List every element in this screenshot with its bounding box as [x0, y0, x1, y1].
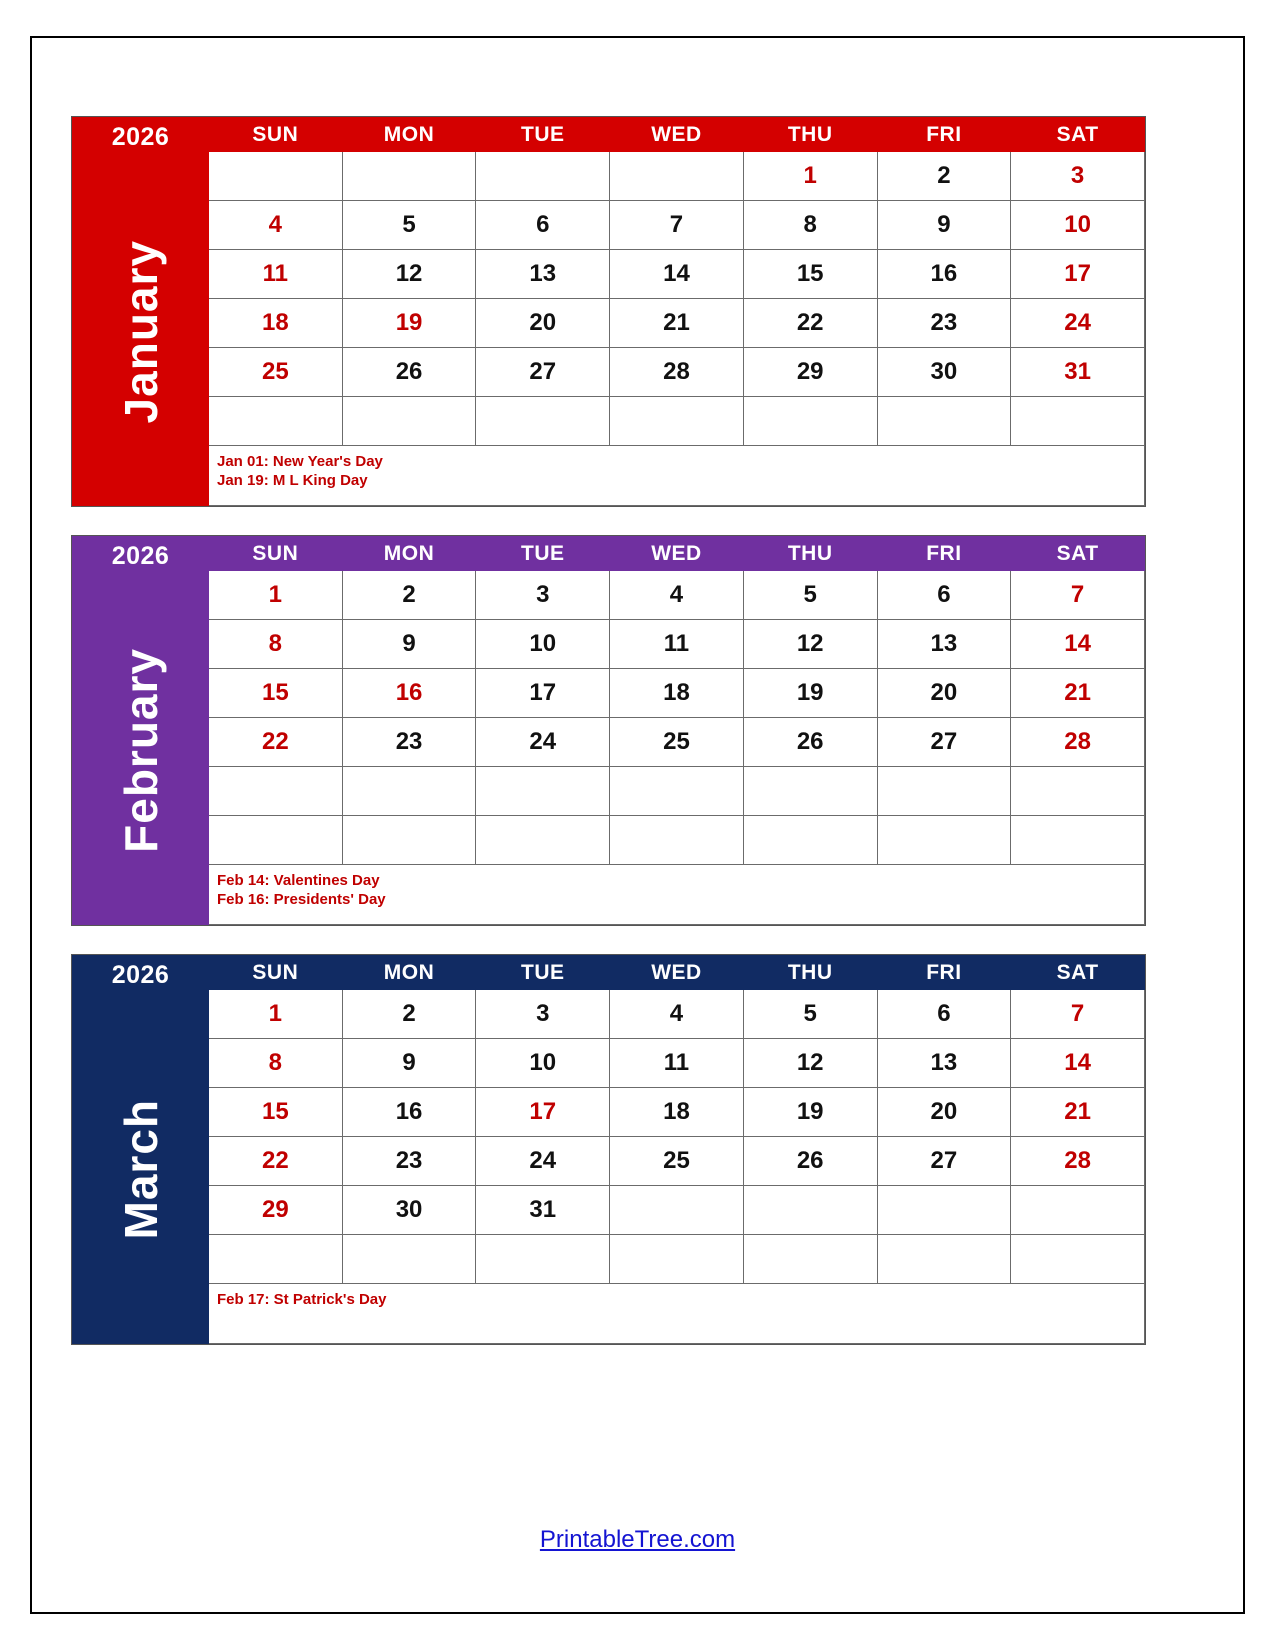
day-cell[interactable]	[610, 767, 744, 816]
day-cell[interactable]: 27	[877, 718, 1011, 767]
week-row	[73, 1235, 1145, 1284]
weekday-header-tue: TUE	[476, 118, 610, 152]
day-cell[interactable]: 26	[342, 348, 476, 397]
day-cell[interactable]	[610, 816, 744, 865]
weekday-header-thu: THU	[743, 537, 877, 571]
day-cell[interactable]	[877, 397, 1011, 446]
day-cell[interactable]: 16	[342, 669, 476, 718]
week-row	[73, 1039, 1145, 1088]
month-notes	[209, 865, 1145, 925]
day-cell[interactable]: 2	[877, 152, 1011, 201]
day-cell[interactable]: 1	[743, 152, 877, 201]
day-cell[interactable]: 31	[1011, 348, 1145, 397]
day-cell[interactable]: 19	[342, 299, 476, 348]
year-label: 2026	[111, 123, 170, 151]
week-row	[73, 669, 1145, 718]
day-cell[interactable]: 14	[610, 250, 744, 299]
holiday-note: Feb 14: Valentines Day	[217, 872, 380, 889]
day-cell[interactable]: 3	[476, 571, 610, 620]
day-cell[interactable]: 16	[342, 1088, 476, 1137]
day-cell[interactable]: 30	[342, 1186, 476, 1235]
weekday-header-thu: THU	[743, 956, 877, 990]
day-cell[interactable]: 23	[342, 718, 476, 767]
day-cell[interactable]: 14	[1011, 1039, 1145, 1088]
week-row	[73, 767, 1145, 816]
week-row	[73, 718, 1145, 767]
day-cell[interactable]: 11	[610, 620, 744, 669]
day-cell[interactable]: 27	[877, 1137, 1011, 1186]
day-cell[interactable]	[209, 397, 343, 446]
day-cell[interactable]	[877, 816, 1011, 865]
holiday-note: Feb 17: St Patrick's Day	[217, 1291, 387, 1308]
day-cell[interactable]	[342, 152, 476, 201]
day-cell[interactable]: 10	[476, 1039, 610, 1088]
day-cell[interactable]: 21	[610, 299, 744, 348]
week-row	[73, 250, 1145, 299]
day-cell[interactable]: 6	[877, 990, 1011, 1039]
day-cell[interactable]: 17	[1011, 250, 1145, 299]
day-cell[interactable]: 11	[610, 1039, 744, 1088]
holiday-note: Jan 01: New Year's Day	[217, 453, 383, 470]
day-cell[interactable]	[342, 397, 476, 446]
calendar-page	[30, 36, 1245, 1614]
day-cell[interactable]: 6	[476, 201, 610, 250]
day-cell[interactable]	[877, 1186, 1011, 1235]
day-cell[interactable]: 5	[743, 990, 877, 1039]
month-table-march	[72, 955, 1145, 1344]
month-name: February	[114, 648, 167, 853]
day-cell[interactable]: 27	[476, 348, 610, 397]
day-cell[interactable]: 21	[1011, 1088, 1145, 1137]
weekday-header-sat: SAT	[1011, 956, 1145, 990]
month-table-january	[72, 117, 1145, 506]
day-cell[interactable]: 17	[476, 1088, 610, 1137]
day-cell[interactable]: 7	[1011, 990, 1145, 1039]
day-cell[interactable]	[476, 816, 610, 865]
year-label: 2026	[111, 542, 170, 570]
weekday-header-wed: WED	[610, 956, 744, 990]
day-cell[interactable]	[209, 152, 343, 201]
day-cell[interactable]: 9	[342, 620, 476, 669]
day-cell[interactable]: 26	[743, 718, 877, 767]
day-cell[interactable]: 22	[209, 718, 343, 767]
day-cell[interactable]: 7	[610, 201, 744, 250]
day-cell[interactable]: 12	[342, 250, 476, 299]
day-cell[interactable]: 10	[476, 620, 610, 669]
month-name: January	[114, 239, 167, 424]
day-cell[interactable]	[476, 152, 610, 201]
weekday-header-sun: SUN	[209, 537, 343, 571]
day-cell[interactable]	[743, 816, 877, 865]
weekday-header-mon: MON	[342, 956, 476, 990]
day-cell[interactable]	[1011, 816, 1145, 865]
day-cell[interactable]: 8	[209, 620, 343, 669]
day-cell[interactable]: 18	[610, 1088, 744, 1137]
day-cell[interactable]: 13	[877, 1039, 1011, 1088]
week-row	[73, 571, 1145, 620]
day-cell[interactable]	[743, 1235, 877, 1284]
day-cell[interactable]: 12	[743, 1039, 877, 1088]
day-cell[interactable]: 2	[342, 571, 476, 620]
day-cell[interactable]: 20	[877, 669, 1011, 718]
month-name: March	[114, 1099, 167, 1240]
week-row	[73, 348, 1145, 397]
day-cell[interactable]: 6	[877, 571, 1011, 620]
weekday-header-fri: FRI	[877, 537, 1011, 571]
day-cell[interactable]: 7	[1011, 571, 1145, 620]
day-cell[interactable]	[342, 816, 476, 865]
day-cell[interactable]: 3	[1011, 152, 1145, 201]
day-cell[interactable]: 15	[743, 250, 877, 299]
day-cell[interactable]	[610, 152, 744, 201]
day-cell[interactable]	[610, 397, 744, 446]
day-cell[interactable]: 9	[877, 201, 1011, 250]
weekday-header-mon: MON	[342, 118, 476, 152]
day-cell[interactable]: 8	[743, 201, 877, 250]
day-cell[interactable]	[209, 1235, 343, 1284]
day-cell[interactable]: 18	[610, 669, 744, 718]
day-cell[interactable]: 28	[610, 348, 744, 397]
day-cell[interactable]: 28	[1011, 1137, 1145, 1186]
day-cell[interactable]: 25	[610, 1137, 744, 1186]
year-label: 2026	[111, 961, 170, 989]
day-cell[interactable]: 10	[1011, 201, 1145, 250]
month-notes	[209, 1284, 1145, 1344]
week-row	[73, 152, 1145, 201]
week-row	[73, 816, 1145, 865]
month-block-january	[71, 116, 1146, 507]
day-cell[interactable]	[1011, 1235, 1145, 1284]
weekday-header-sun: SUN	[209, 956, 343, 990]
weekday-header-wed: WED	[610, 537, 744, 571]
week-row	[73, 620, 1145, 669]
week-row	[73, 299, 1145, 348]
day-cell[interactable]: 13	[877, 620, 1011, 669]
day-cell[interactable]	[743, 767, 877, 816]
holiday-note: Feb 16: Presidents' Day	[217, 891, 386, 909]
weekday-header-fri: FRI	[877, 118, 1011, 152]
day-cell[interactable]: 5	[743, 571, 877, 620]
day-cell[interactable]: 5	[342, 201, 476, 250]
day-cell[interactable]: 8	[209, 1039, 343, 1088]
day-cell[interactable]: 26	[743, 1137, 877, 1186]
day-cell[interactable]: 1	[209, 571, 343, 620]
week-row	[73, 990, 1145, 1039]
day-cell[interactable]	[476, 767, 610, 816]
day-cell[interactable]: 28	[1011, 718, 1145, 767]
holiday-note: Jan 19: M L King Day	[217, 472, 368, 490]
day-cell[interactable]: 15	[209, 669, 343, 718]
day-cell[interactable]: 3	[476, 990, 610, 1039]
week-row	[73, 1088, 1145, 1137]
month-notes	[209, 446, 1145, 506]
day-cell[interactable]	[877, 767, 1011, 816]
day-cell[interactable]	[1011, 1186, 1145, 1235]
day-cell[interactable]	[476, 397, 610, 446]
week-row	[73, 397, 1145, 446]
day-cell[interactable]	[1011, 767, 1145, 816]
day-cell[interactable]: 24	[476, 1137, 610, 1186]
day-cell[interactable]	[476, 1235, 610, 1284]
day-cell[interactable]	[743, 397, 877, 446]
month-spine	[73, 956, 209, 1344]
day-cell[interactable]: 24	[1011, 299, 1145, 348]
weekday-header-sun: SUN	[209, 118, 343, 152]
day-cell[interactable]	[877, 1235, 1011, 1284]
day-cell[interactable]: 1	[209, 990, 343, 1039]
day-cell[interactable]: 2	[342, 990, 476, 1039]
day-cell[interactable]	[209, 816, 343, 865]
day-cell[interactable]: 29	[743, 348, 877, 397]
weekday-header-sat: SAT	[1011, 118, 1145, 152]
printabletree-link[interactable]: PrintableTree.com	[539, 1526, 736, 1553]
week-row	[73, 1186, 1145, 1235]
day-cell[interactable]	[743, 1186, 877, 1235]
week-row	[73, 1137, 1145, 1186]
week-row	[73, 201, 1145, 250]
day-cell[interactable]: 12	[743, 620, 877, 669]
weekday-header-sat: SAT	[1011, 537, 1145, 571]
month-spine	[73, 537, 209, 925]
months-container	[71, 116, 1146, 1373]
day-cell[interactable]: 23	[342, 1137, 476, 1186]
weekday-header-tue: TUE	[476, 537, 610, 571]
day-cell[interactable]: 31	[476, 1186, 610, 1235]
month-table-february	[72, 536, 1145, 925]
day-cell[interactable]: 29	[209, 1186, 343, 1235]
day-cell[interactable]: 11	[209, 250, 343, 299]
day-cell[interactable]: 24	[476, 718, 610, 767]
day-cell[interactable]	[342, 1235, 476, 1284]
day-cell[interactable]: 21	[1011, 669, 1145, 718]
day-cell[interactable]: 20	[476, 299, 610, 348]
day-cell[interactable]: 15	[209, 1088, 343, 1137]
day-cell[interactable]: 25	[610, 718, 744, 767]
month-spine	[73, 118, 209, 506]
weekday-header-thu: THU	[743, 118, 877, 152]
weekday-header-fri: FRI	[877, 956, 1011, 990]
weekday-header-mon: MON	[342, 537, 476, 571]
day-cell[interactable]: 23	[877, 299, 1011, 348]
day-cell[interactable]: 25	[209, 348, 343, 397]
day-cell[interactable]: 18	[209, 299, 343, 348]
day-cell[interactable]: 17	[476, 669, 610, 718]
day-cell[interactable]: 30	[877, 348, 1011, 397]
day-cell[interactable]	[342, 767, 476, 816]
day-cell[interactable]: 20	[877, 1088, 1011, 1137]
day-cell[interactable]	[610, 1186, 744, 1235]
day-cell[interactable]: 22	[743, 299, 877, 348]
day-cell[interactable]: 4	[209, 201, 343, 250]
day-cell[interactable]: 19	[743, 1088, 877, 1137]
page-footer	[32, 1526, 1243, 1554]
day-cell[interactable]	[1011, 397, 1145, 446]
day-cell[interactable]	[209, 767, 343, 816]
day-cell[interactable]: 9	[342, 1039, 476, 1088]
day-cell[interactable]	[610, 1235, 744, 1284]
day-cell[interactable]: 4	[610, 571, 744, 620]
day-cell[interactable]: 4	[610, 990, 744, 1039]
month-block-march	[71, 954, 1146, 1345]
weekday-header-wed: WED	[610, 118, 744, 152]
day-cell[interactable]: 22	[209, 1137, 343, 1186]
day-cell[interactable]: 19	[743, 669, 877, 718]
weekday-header-tue: TUE	[476, 956, 610, 990]
day-cell[interactable]: 16	[877, 250, 1011, 299]
day-cell[interactable]: 13	[476, 250, 610, 299]
day-cell[interactable]: 14	[1011, 620, 1145, 669]
month-block-february	[71, 535, 1146, 926]
